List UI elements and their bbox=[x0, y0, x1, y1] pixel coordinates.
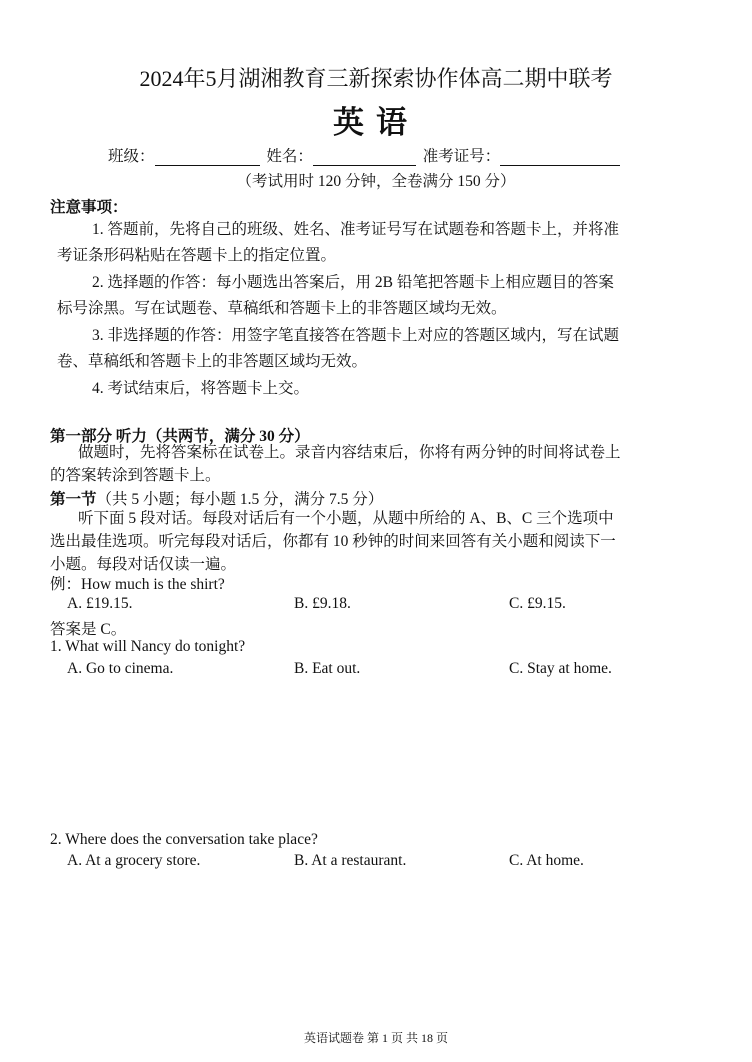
exam-title: 2024年5月湖湘教育三新探索协作体高二期中联考 bbox=[139, 66, 613, 91]
exam-number-blank bbox=[500, 149, 620, 166]
class-blank bbox=[155, 149, 260, 166]
exam-number-label: 准考证号： bbox=[422, 148, 501, 165]
section1-detail: （共 5 小题；每小题 1.5 分，满分 7.5 分） bbox=[96, 491, 384, 508]
note-1-line-1: 1. 答题前，先将自己的班级、姓名、准考证号写在试题卷和答题卡上，并将准 bbox=[92, 221, 620, 238]
name-label: 姓名： bbox=[266, 148, 313, 165]
example-answer: 答案是 C。 bbox=[50, 621, 127, 638]
notes-heading: 注意事项： bbox=[50, 199, 128, 216]
question-1-option-b: B. Eat out. bbox=[294, 660, 361, 677]
student-info-row bbox=[108, 144, 623, 166]
exam-time-note: （考试用时 120 分钟，全卷满分 150 分） bbox=[236, 173, 516, 190]
note-3-line-1: 3. 非选择题的作答：用签字笔直接答在答题卡上对应的答题区域内，写在试题 bbox=[92, 327, 620, 344]
question-2-text: 2. Where does the conversation take place? bbox=[50, 831, 318, 848]
example-option-c: C. £9.15. bbox=[509, 595, 566, 612]
example-option-b: B. £9.18. bbox=[294, 595, 351, 612]
section1-instruction-line-1: 听下面 5 段对话。每段对话后有一个小题，从题中所给的 A、B、C 三个选项中 bbox=[78, 510, 614, 527]
section1-instruction-line-3: 小题。每段对话仅读一遍。 bbox=[50, 556, 237, 573]
note-1-line-2: 考证条形码粘贴在答题卡上的指定位置。 bbox=[57, 247, 337, 264]
question-1-text: 1. What will Nancy do tonight? bbox=[50, 638, 246, 655]
class-label: 班级： bbox=[108, 148, 155, 165]
part1-heading: 第一部分 听力（共两节，满分 30 分） bbox=[50, 428, 310, 445]
question-1-option-c: C. Stay at home. bbox=[509, 660, 612, 677]
page-footer: 英语试题卷 第 1 页 共 18 页 bbox=[303, 1031, 448, 1045]
section1-instruction-line-2: 选出最佳选项。听完每段对话后，你都有 10 秒钟的时间来回答有关小题和阅读下一 bbox=[50, 533, 616, 550]
note-2-line-1: 2. 选择题的作答：每小题选出答案后，用 2B 铅笔把答题卡上相应题目的答案 bbox=[92, 274, 614, 291]
part1-instruction-line-1: 做题时，先将答案标在试卷上。录音内容结束后，你将有两分钟的时间将试卷上 bbox=[78, 444, 621, 461]
question-1-option-a: A. Go to cinema. bbox=[67, 660, 174, 677]
section1-label: 第一节 bbox=[50, 491, 97, 508]
note-4-line-1: 4. 考试结束后，将答题卡上交。 bbox=[92, 380, 310, 397]
note-3-line-2: 卷、草稿纸和答题卡上的非答题区域均无效。 bbox=[57, 353, 368, 370]
note-2-line-2: 标号涂黑。写在试题卷、草稿纸和答题卡上的非答题区域均无效。 bbox=[57, 300, 507, 317]
question-2-option-c: C. At home. bbox=[509, 852, 584, 869]
name-blank bbox=[313, 149, 416, 166]
question-2-option-b: B. At a restaurant. bbox=[294, 852, 407, 869]
subject-title: 英语 bbox=[333, 105, 419, 140]
question-2-option-a: A. At a grocery store. bbox=[67, 852, 201, 869]
part1-instruction-line-2: 的答案转涂到答题卡上。 bbox=[50, 467, 221, 484]
example-option-a: A. £19.15. bbox=[67, 595, 133, 612]
example-question: 例：How much is the shirt? bbox=[50, 576, 225, 593]
